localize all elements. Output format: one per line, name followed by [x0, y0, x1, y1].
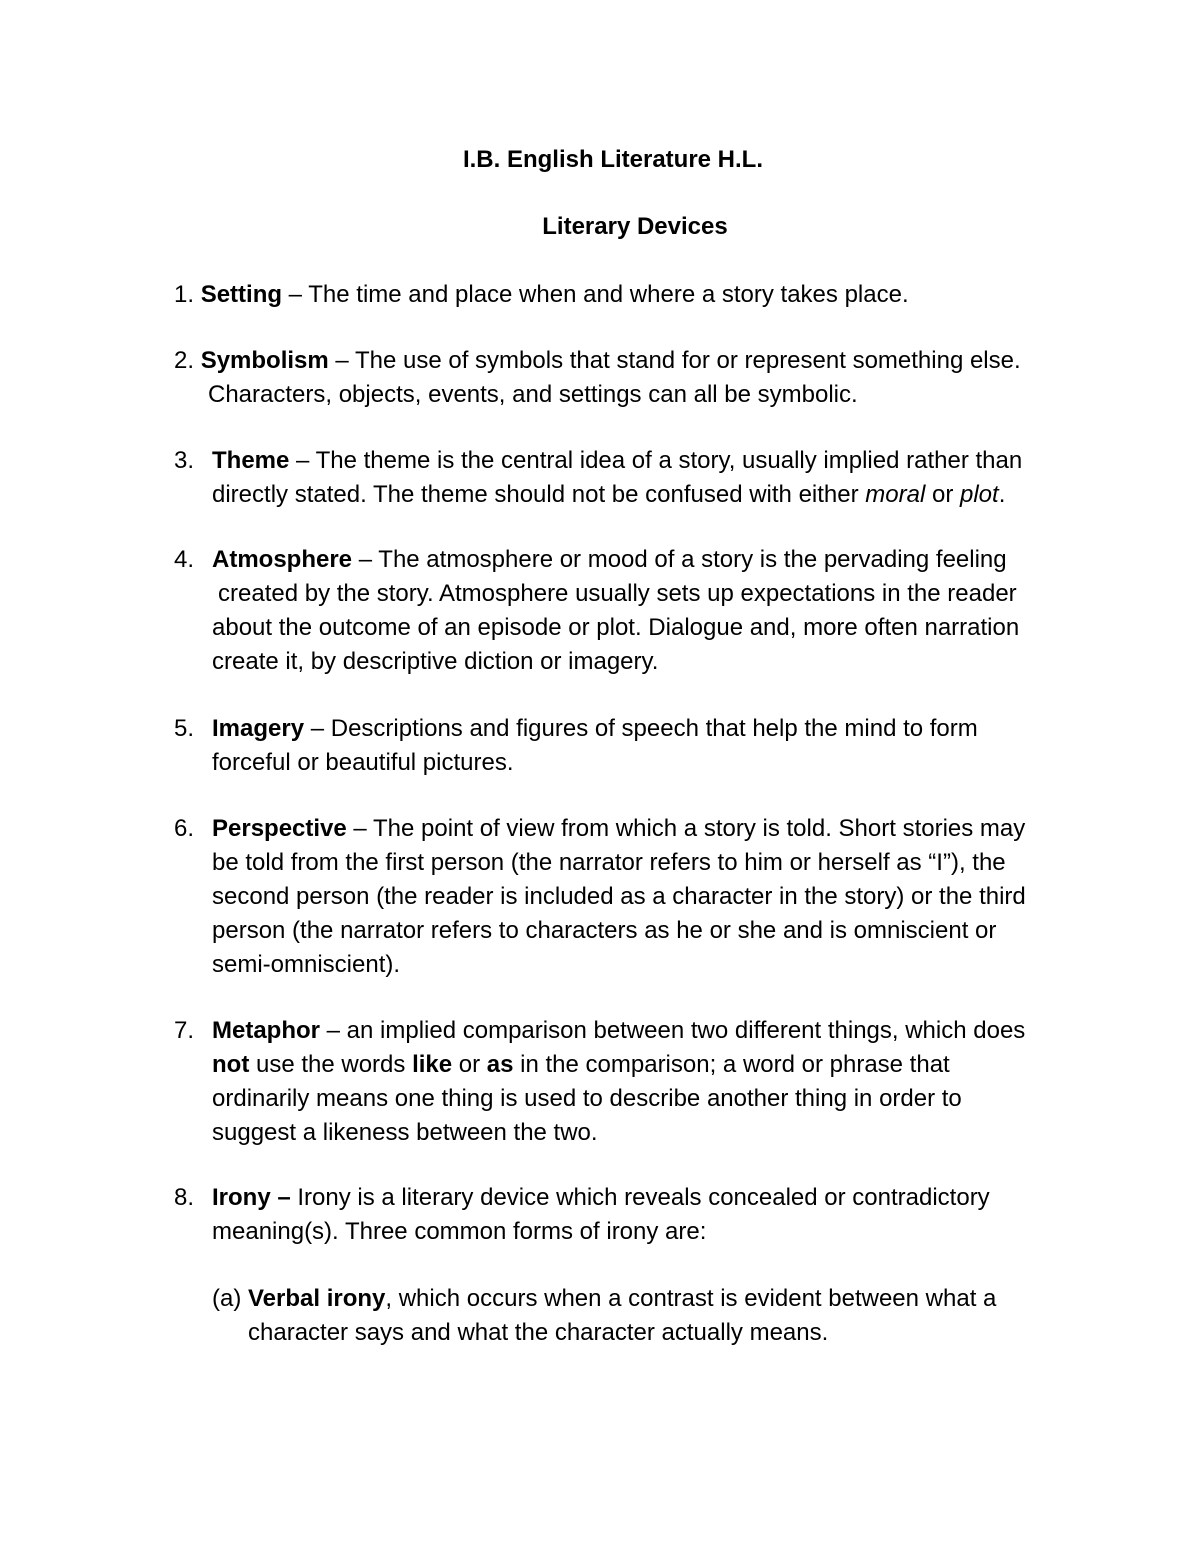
- definition-text: or: [925, 481, 960, 508]
- list-item-imagery: [174, 712, 1094, 780]
- definition-text: use the words: [249, 1051, 413, 1078]
- list-item-metaphor: [174, 1014, 1094, 1150]
- document-subtitle: Literary Devices: [542, 213, 728, 240]
- definition-text: meaning(s). Three common forms of irony are:: [212, 1218, 707, 1245]
- sub-item-verbal-irony: [212, 1282, 1092, 1350]
- definition-text: created by the story. Atmosphere usually sets up expectations in the reader: [218, 580, 1017, 607]
- list-number: 6.: [174, 815, 195, 842]
- italic-term-plot: plot: [959, 481, 999, 508]
- definition-text: Characters, objects, events, and settings can all be symbolic.: [208, 381, 858, 408]
- definition-text: forceful or beautiful pictures.: [212, 749, 514, 776]
- document-title: I.B. English Literature H.L.: [462, 146, 764, 173]
- definition-text: – The time and place when and where a story takes place.: [282, 281, 909, 308]
- list-item-atmosphere: [174, 543, 1094, 679]
- sub-item-label: (a): [212, 1285, 248, 1312]
- definition-text: – Descriptions and figures of speech that help the mind to form: [304, 715, 978, 742]
- list-item-body: [212, 444, 1094, 512]
- list-number: 3.: [174, 447, 195, 474]
- term-atmosphere: Atmosphere: [212, 546, 353, 573]
- list-item-line: [212, 1282, 1092, 1316]
- definition-text: – The atmosphere or mood of a story is the pervading feeling: [352, 546, 1007, 573]
- italic-term-moral: moral: [865, 481, 926, 508]
- list-item-perspective: [174, 812, 1094, 982]
- list-item-theme: [174, 444, 1094, 512]
- list-item-line: [174, 344, 1094, 378]
- term-setting: Setting: [200, 281, 283, 308]
- term-imagery: Imagery: [212, 715, 305, 742]
- list-item-line: [212, 1181, 1094, 1215]
- definition-text: in the comparison; a word or phrase that: [513, 1051, 950, 1078]
- emphasis-as: as: [486, 1051, 514, 1078]
- list-item-setting: [174, 278, 1094, 312]
- definition-text: , which occurs when a contrast is evident between what a: [385, 1285, 997, 1312]
- definition-text: .: [998, 481, 1006, 508]
- list-item-body: [212, 543, 1094, 679]
- definition-text: – an implied comparison between two different things, which does: [320, 1017, 1026, 1044]
- term-theme: Theme: [212, 447, 290, 474]
- term-symbolism: Symbolism: [200, 347, 329, 374]
- definition-text: Irony is a literary device which reveals concealed or contradictory: [290, 1184, 990, 1211]
- term-perspective: Perspective: [212, 815, 347, 842]
- term-metaphor: Metaphor: [212, 1017, 320, 1044]
- list-number: 2.: [174, 347, 195, 374]
- definition-text: person (the narrator refers to characters as he or she and is omniscient or: [212, 917, 997, 944]
- definition-text: or: [452, 1051, 487, 1078]
- list-item-line: [212, 444, 1094, 478]
- list-number: 4.: [174, 546, 195, 573]
- definition-text: ordinarily means one thing is used to describe another thing in order to: [212, 1085, 962, 1112]
- list-item-body: [212, 812, 1094, 982]
- definition-text: – The point of view from which a story is told. Short stories may: [346, 815, 1026, 842]
- list-item-body: [212, 1181, 1094, 1249]
- definition-text: – The use of symbols that stand for or represent something else.: [328, 347, 1021, 374]
- definition-text: directly stated. The theme should not be confused with either: [212, 481, 866, 508]
- definition-text: semi-omniscient).: [212, 951, 401, 978]
- definition-text: create it, by descriptive diction or imagery.: [212, 648, 659, 675]
- list-number: 1.: [174, 281, 195, 308]
- list-item-symbolism: [174, 344, 1094, 412]
- definition-text: about the outcome of an episode or plot. Dialogue and, more often narration: [212, 614, 1020, 641]
- list-number: 8.: [174, 1184, 195, 1211]
- list-item-body: [212, 1014, 1094, 1150]
- emphasis-like: like: [412, 1051, 453, 1078]
- list-item-irony: [174, 1181, 1094, 1249]
- definition-text: second person (the reader is included as a character in the story) or the third: [212, 883, 1026, 910]
- definition-text: – The theme is the central idea of a story, usually implied rather than: [289, 447, 1023, 474]
- definition-text: be told from the first person (the narrator refers to him or herself as “I”), the: [212, 849, 1006, 876]
- list-item-line: [212, 543, 1094, 577]
- term-verbal-irony: Verbal irony: [248, 1285, 386, 1312]
- list-item-line: [212, 478, 1094, 512]
- list-item-line: [212, 712, 1094, 746]
- term-irony: Irony –: [212, 1184, 291, 1211]
- list-number: 7.: [174, 1017, 195, 1044]
- definition-text: character says and what the character actually means.: [248, 1319, 829, 1346]
- list-item-line: [212, 1048, 1094, 1082]
- list-item-line: [212, 812, 1094, 846]
- list-item-line: [212, 1014, 1094, 1048]
- list-item-body: [212, 712, 1094, 780]
- definition-text: suggest a likeness between the two.: [212, 1119, 598, 1146]
- list-item-line: [174, 278, 1094, 312]
- list-number: 5.: [174, 715, 195, 742]
- emphasis-not: not: [212, 1051, 250, 1078]
